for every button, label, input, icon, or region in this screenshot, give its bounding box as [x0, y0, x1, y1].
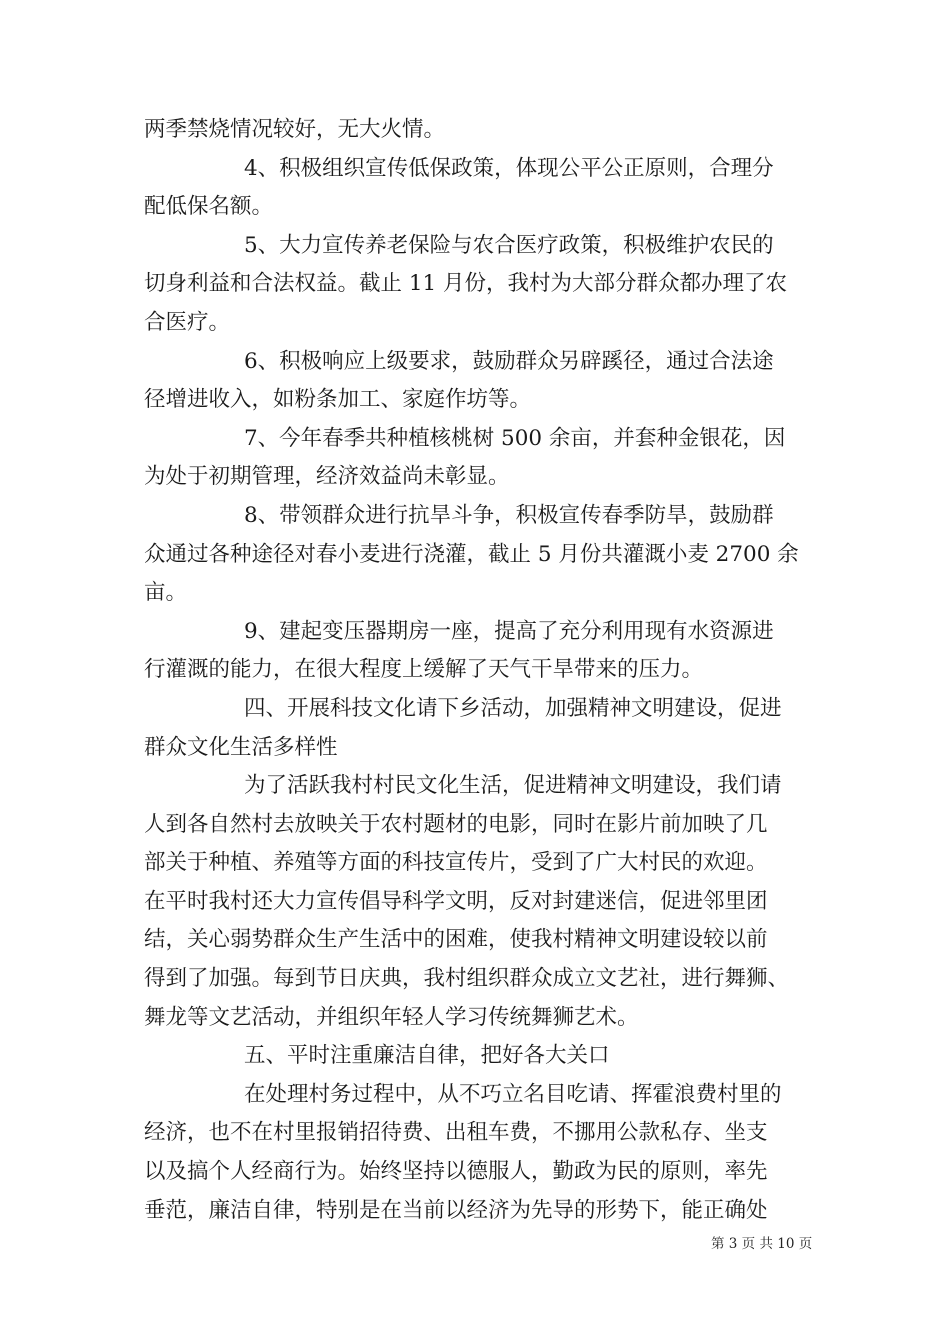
- paragraph-line: 垂范，廉洁自律，特别是在当前以经济为先导的形势下，能正确处: [144, 1197, 768, 1223]
- paragraph-first-line: 7、今年春季共种植核桃树 500 余亩，并套种金银花，因: [244, 425, 786, 451]
- paragraph-line: 配低保名额。: [144, 194, 274, 220]
- paragraph-first-line: 4、积极组织宣传低保政策，体现公平公正原则，合理分: [244, 155, 774, 181]
- paragraph-line: 部关于种植、养殖等方面的科技宣传片，受到了广大村民的欢迎。: [144, 850, 768, 876]
- paragraph-line: 以及搞个人经商行为。始终坚持以德服人，勤政为民的原则，率先: [144, 1159, 768, 1185]
- paragraph-first-line: 五、平时注重廉洁自律，把好各大关口: [244, 1043, 610, 1069]
- paragraph-line: 在平时我村还大力宣传倡导科学文明，反对封建迷信，促进邻里团: [144, 888, 768, 914]
- paragraph-line: 亩。: [144, 580, 188, 606]
- paragraph-first-line: 8、带领群众进行抗旱斗争，积极宣传春季防旱，鼓励群: [244, 502, 774, 528]
- paragraph-line: 经济，也不在村里报销招待费、出租车费，不挪用公款私存、坐支: [144, 1120, 768, 1146]
- paragraph-line: 结，关心弱势群众生产生活中的困难，使我村精神文明建设较以前: [144, 927, 768, 953]
- body-text: [144, 111, 826, 1230]
- paragraph-first-line: 为了活跃我村村民文化生活，促进精神文明建设，我们请: [244, 773, 782, 799]
- paragraph-first-line: 四、开展科技文化请下乡活动，加强精神文明建设，促进: [244, 695, 782, 721]
- paragraph-line: 合医疗。: [144, 309, 231, 335]
- page-number-footer: 第 3 页 共 10 页: [711, 1236, 813, 1252]
- paragraph-line: 众通过各种途径对春小麦进行浇灌，截止 5 月份共灌溉小麦 2700 余: [144, 541, 799, 567]
- paragraph-first-line: 6、积极响应上级要求，鼓励群众另辟蹊径，通过合法途: [244, 348, 774, 374]
- paragraph-line: 舞龙等文艺活动，并组织年轻人学习传统舞狮艺术。: [144, 1004, 639, 1030]
- paragraph-first-line: 9、建起变压器期房一座，提高了充分利用现有水资源进: [244, 618, 774, 644]
- paragraph-line: 径增进收入，如粉条加工、家庭作坊等。: [144, 387, 532, 413]
- paragraph-line: 切身利益和合法权益。截止 11 月份，我村为大部分群众都办理了农: [144, 271, 788, 297]
- paragraph-first-line: 5、大力宣传养老保险与农合医疗政策，积极维护农民的: [244, 232, 774, 258]
- paragraph-line: 行灌溉的能力，在很大程度上缓解了天气干旱带来的压力。: [144, 657, 704, 683]
- paragraph-line: 群众文化生活多样性: [144, 734, 338, 760]
- paragraph-line: 得到了加强。每到节日庆典，我村组织群众成立文艺社，进行舞狮、: [144, 966, 790, 992]
- paragraph-line: 人到各自然村去放映关于农村题材的电影，同时在影片前加映了几: [144, 811, 768, 837]
- paragraph-line: 为处于初期管理，经济效益尚未彰显。: [144, 464, 510, 490]
- paragraph-first-line: 在处理村务过程中，从不巧立名目吃请、挥霍浪费村里的: [244, 1081, 782, 1107]
- paragraph-line: 两季禁烧情况较好，无大火情。: [144, 117, 446, 142]
